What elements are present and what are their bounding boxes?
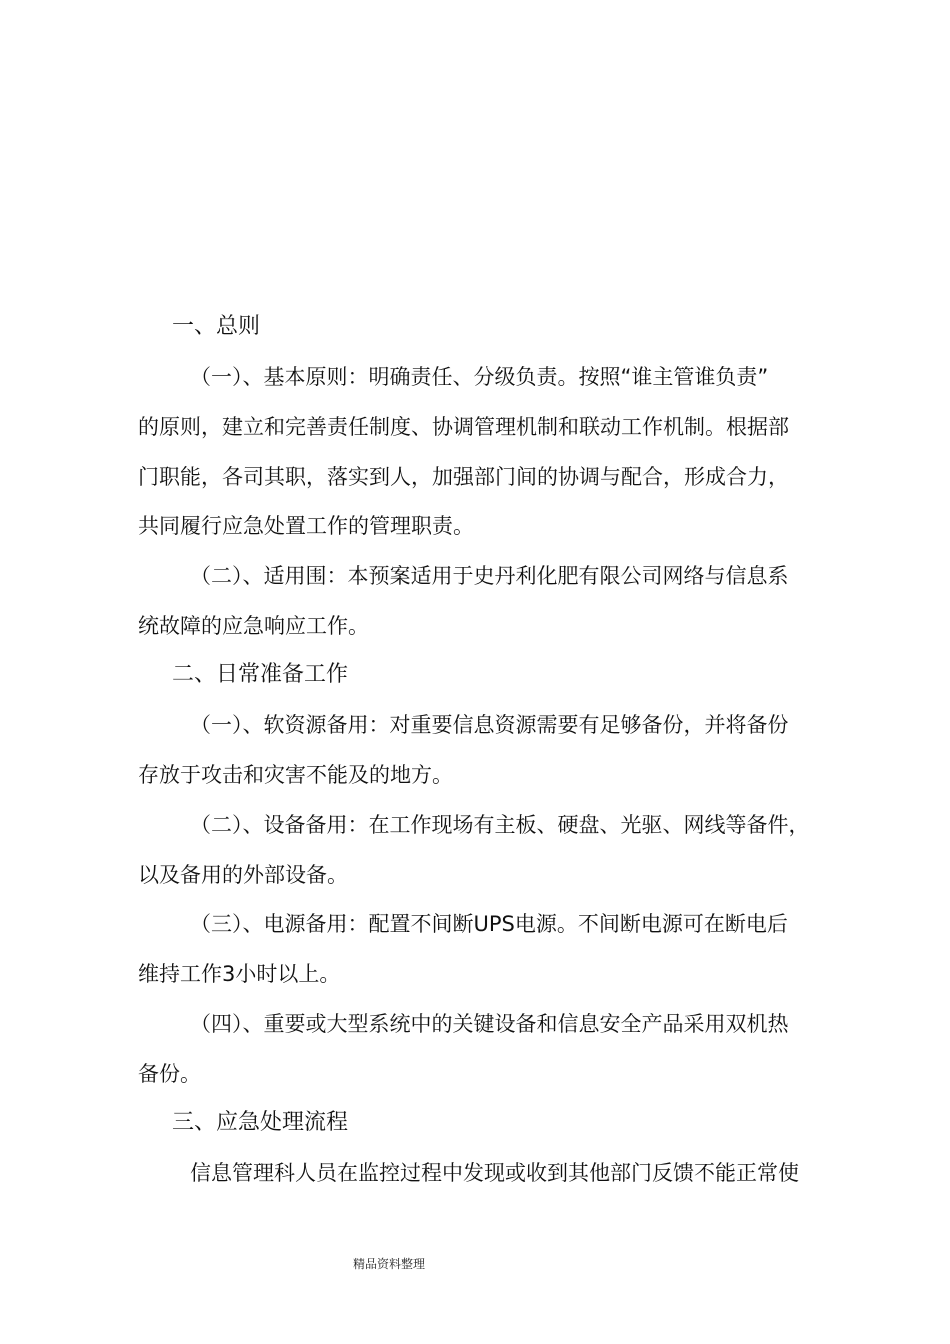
page-footer: 精品资料整理 [353, 1257, 426, 1271]
paragraph-line: （一）、软资源备用：对重要信息资源需要有足够备份，并将备份 [190, 713, 789, 737]
paragraph-line: （一）、基本原则：明确责任、分级负责。按照“谁主管谁负责” [190, 365, 769, 389]
section-heading-daily-preparation: 二、日常准备工作 [172, 662, 349, 687]
paragraph-line: 以及备用的外部设备。 [138, 863, 348, 887]
paragraph-line: （二）、设备备用：在工作现场有主板、硬盘、光驱、网线等备件， [190, 813, 810, 837]
paragraph-line: 信息管理科人员在监控过程中发现或收到其他部门反馈不能正常使 [190, 1161, 799, 1185]
paragraph-line: 备份。 [138, 1062, 201, 1086]
paragraph-line: 存放于攻击和灾害不能及的地方。 [138, 763, 453, 787]
paragraph-line: （二）、适用围：本预案适用于史丹利化肥有限公司网络与信息系 [190, 564, 789, 588]
paragraph-line: 门职能，各司其职，落实到人，加强部门间的协调与配合，形成合力， [138, 465, 789, 489]
paragraph-line: 共同履行应急处置工作的管理职责。 [138, 514, 474, 538]
paragraph-line: 的原则，建立和完善责任制度、协调管理机制和联动工作机制。根据部 [138, 415, 789, 439]
section-heading-emergency-process: 三、应急处理流程 [172, 1110, 349, 1135]
paragraph-line: 统故障的应急响应工作。 [138, 614, 369, 638]
paragraph-line: （三）、电源备用：配置不间断UPS电源。不间断电源可在断电后 [190, 912, 788, 936]
section-heading-general: 一、总则 [172, 314, 261, 339]
paragraph-line: 维持工作3小时以上。 [138, 962, 341, 986]
paragraph-line: （四）、重要或大型系统中的关键设备和信息安全产品采用双机热 [190, 1012, 789, 1036]
